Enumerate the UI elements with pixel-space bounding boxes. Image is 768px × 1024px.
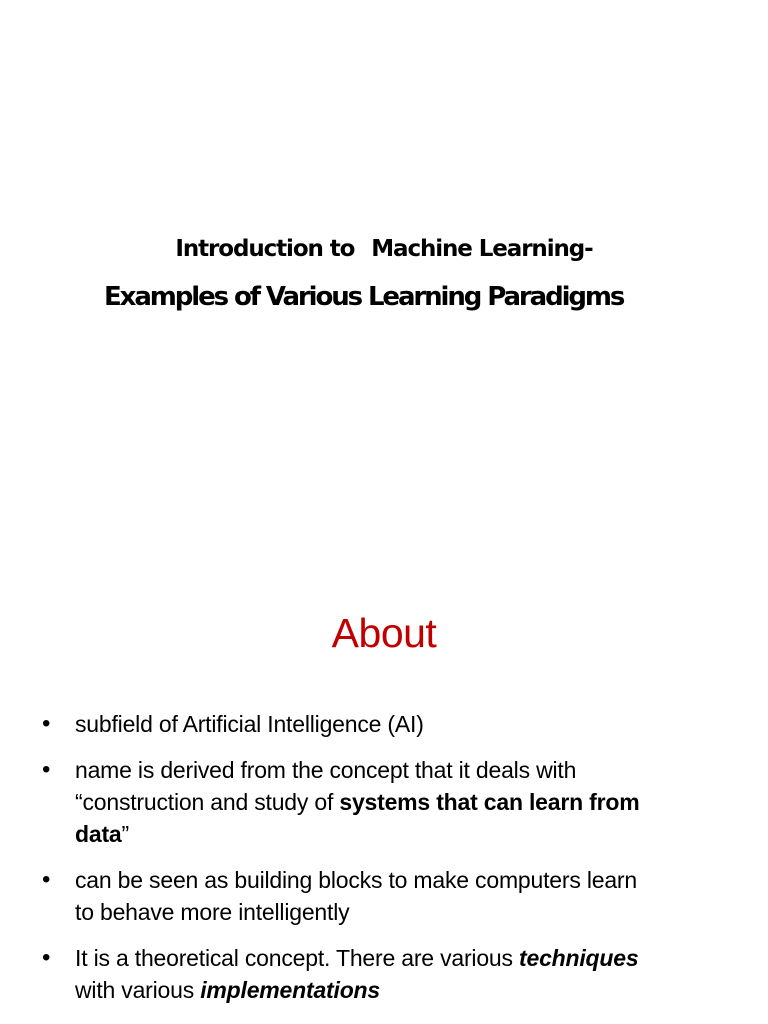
bullet-text-bold: data [75,821,122,847]
bullet-text: can be seen as building blocks to make computers learn [75,867,637,893]
about-heading: About [331,610,437,656]
bullet-text: subfield of Artificial Intelligence (AI) [75,711,424,737]
title-line-1 [0,236,768,262]
bullet-text-plain: with various [75,977,201,1003]
bullet-text: to behave more intelligently [75,899,350,925]
title-ml-text: Machine Learning- [371,236,593,262]
bullet-text-emphasis: techniques [519,945,639,971]
bullet-text-emphasis: implementations [200,977,380,1003]
bullet-text [75,818,715,850]
bullet-text-plain: “construction and study of [75,789,340,815]
about-slide [0,590,768,1024]
title-line-2: Examples of Various Learning Paradigms [104,282,624,312]
bullet-text [75,786,715,818]
title-intro-text: Introduction to [175,236,355,262]
bullet-dot: • [42,710,51,737]
bullet-text: name is derived from the concept that it deals with [75,757,577,783]
bullet-dot: • [42,866,51,893]
bullet-text [75,974,715,1006]
bullet-list [0,708,715,1020]
bullet-dot: • [42,756,51,783]
bullet-text-plain: It is a theoretical concept. There are various [75,945,520,971]
bullet-dot: • [42,944,51,971]
bullet-item [0,754,715,850]
bullet-text [75,942,715,974]
bullet-item [0,708,715,740]
bullet-item [0,942,715,1006]
bullet-text-bold: systems that can learn from [339,789,640,815]
bullet-text-plain: ” [121,821,129,847]
bullet-item [0,864,715,928]
